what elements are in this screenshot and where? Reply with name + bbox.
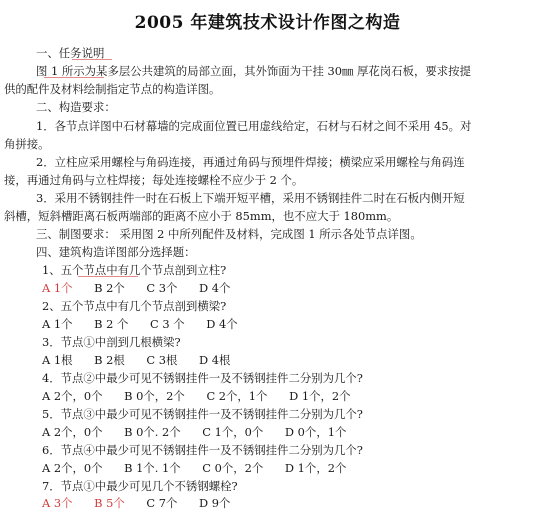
option: A 1个 (42, 281, 73, 295)
section-1-text-a: 图 1 所示为某多层公共建筑的局部立面，其外饰面为干挂 30㎜ 厚花岗石板，要求按提 (36, 64, 471, 78)
section-2-heading: 二、构造要求： (36, 100, 116, 114)
option: B 0个. 2个 (124, 425, 181, 439)
option: D 1个，2个 (284, 461, 347, 475)
option: D 1个，2个 (289, 389, 351, 403)
option: C 0个，2个 (202, 461, 264, 475)
requirement-2-a: 2．立柱应采用螺栓与角码连接，再通过角码与预埋件焊接；横梁应采用螺栓与角码连 (36, 155, 465, 169)
annotation-underline (72, 58, 112, 60)
option: D 4个 (206, 317, 238, 331)
question-6: 6．节点④中最少可见不锈钢挂件一及不锈钢挂件二分别为几个? (42, 443, 363, 457)
option: D 9个 (199, 496, 231, 510)
requirement-1-b: 角拼接。 (4, 137, 50, 151)
question-3: 3．节点①中剖到几根横梁? (42, 335, 181, 349)
question-4: 4．节点②中最少可见不锈钢挂件一及不锈钢挂件二分别为几个? (42, 371, 363, 385)
option: C 7个 (146, 496, 178, 510)
requirement-3-a: 3．采用不锈钢挂件一时在石板上下端开短平槽，采用不锈钢挂件二时在石板内侧开短 (36, 191, 465, 205)
section-1-heading: 一、任务说明 (36, 46, 105, 60)
question-6-options (42, 461, 364, 475)
option: C 2个，1个 (206, 389, 268, 403)
option: C 3 个 (150, 317, 185, 331)
option: A 1根 (42, 353, 73, 367)
option: C 1个，0个 (202, 425, 264, 439)
requirement-1-a: 1．各节点详图中石材幕墙的完成面位置已用虚线给定，石材与石材之间不采用 45。对 (36, 119, 472, 133)
section-3-line: 三、制图要求： 采用图 2 中所列配件及材料，完成图 1 所示各处节点详图。 (36, 227, 422, 241)
annotation-underline (44, 76, 104, 78)
option: B 2根 (94, 353, 125, 367)
option: C 3个 (146, 281, 178, 295)
option: D 4根 (199, 353, 231, 367)
option: A 1个 (42, 317, 73, 331)
requirement-3-b: 斜槽，短斜槽距离石板两端部的距离不应小于 85mm，也不应大于 180mm。 (4, 209, 399, 223)
question-7-options (42, 496, 248, 510)
requirement-2-b: 接，再通过角码与立柱焊接；每处连接螺栓不应少于 2 个。 (4, 173, 304, 187)
option: D 0个，1个 (284, 425, 347, 439)
question-4-options (42, 389, 369, 403)
question-7: 7．节点①中最少可见几个不锈钢螺栓? (42, 479, 238, 493)
option: B 1个. 1个 (124, 461, 181, 475)
option: B 2个 (94, 281, 125, 295)
question-2: 2、五个节点中有几个节点剖到横梁? (42, 299, 227, 313)
question-1-options (42, 281, 248, 295)
question-2-options (42, 317, 256, 331)
question-3-options (42, 353, 248, 367)
annotation-underline (78, 275, 138, 277)
option: A 3个 (42, 496, 73, 510)
option: A 2个，0个 (42, 389, 103, 403)
option: B 0个，2个 (124, 389, 185, 403)
question-1: 1、五个节点中有几个节点剖到立柱? (42, 263, 227, 277)
document-title: 2005 年建筑技术设计作图之构造 (134, 13, 401, 33)
section-1-text-b: 供的配件及材料绘制指定节点的构造详图。 (4, 82, 221, 96)
question-5-options (42, 425, 364, 439)
section-4-heading: 四、建筑构造详图部分选择题： (36, 245, 196, 259)
option: B 5个 (94, 496, 125, 510)
option: A 2个，0个 (42, 461, 103, 475)
option: B 2 个 (94, 317, 129, 331)
option: D 4个 (199, 281, 231, 295)
option: C 3根 (146, 353, 178, 367)
option: A 2个，0个 (42, 425, 103, 439)
question-5: 5．节点③中最少可见不锈钢挂件一及不锈钢挂件二分别为几个? (42, 407, 363, 421)
